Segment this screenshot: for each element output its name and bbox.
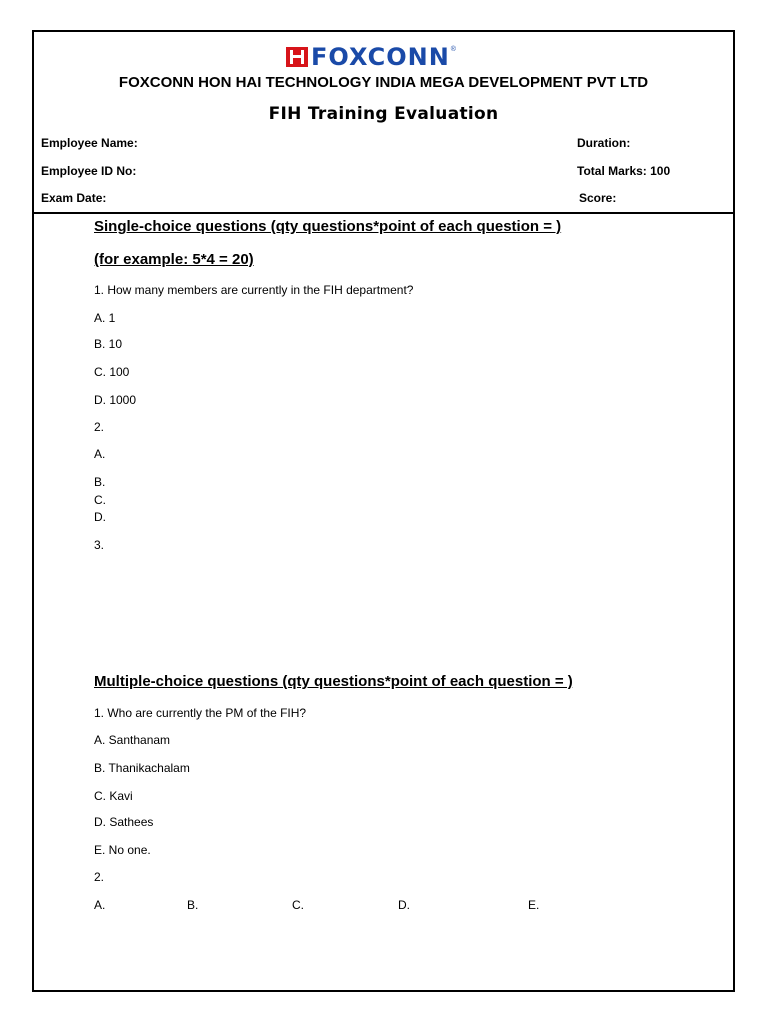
page-title: FIH Training Evaluation	[268, 104, 499, 124]
multi-q2-option-c: C.	[292, 898, 304, 912]
single-q2-option-c: C.	[94, 493, 106, 507]
multi-q1-option-e: E. No one.	[94, 843, 151, 857]
score-label: Score:	[579, 191, 617, 205]
multi-q2-option-e: E.	[528, 898, 540, 912]
single-choice-heading: Single-choice questions (qty questions*point of each question = )	[94, 218, 562, 235]
multiple-choice-heading: Multiple-choice questions (qty questions*point of each question = )	[94, 673, 573, 690]
single-q1-option-c: C. 100	[94, 365, 130, 379]
foxconn-logo-mark-icon	[286, 47, 308, 67]
multi-q1-option-a: A. Santhanam	[94, 733, 171, 747]
single-q2-text: 2.	[94, 420, 105, 434]
multi-q1-option-c: C. Kavi	[94, 789, 133, 803]
single-q1-option-b: B. 10	[94, 337, 123, 351]
exam-date-label: Exam Date:	[41, 191, 107, 205]
foxconn-logo-text: FOXCONN	[311, 43, 450, 71]
company-name: FOXCONN HON HAI TECHNOLOGY INDIA MEGA DEVELOPMENT PVT LTD	[118, 74, 649, 91]
multi-q1-option-b: B. Thanikachalam	[94, 761, 190, 775]
duration-label: Duration:	[577, 136, 631, 150]
evaluation-form	[32, 30, 735, 992]
multi-q2-text: 2.	[94, 870, 105, 884]
single-q3-text: 3.	[94, 538, 105, 552]
single-q2-option-d: D.	[94, 510, 106, 524]
employee-id-label: Employee ID No:	[41, 164, 137, 178]
multi-q1-text: 1. Who are currently the PM of the FIH?	[94, 706, 307, 720]
single-q1-option-a: A. 1	[94, 311, 116, 325]
employee-name-label: Employee Name:	[41, 136, 138, 150]
single-q2-option-b: B.	[94, 475, 106, 489]
single-q1-option-d: D. 1000	[94, 393, 137, 407]
multi-q2-option-a: A.	[94, 898, 106, 912]
multi-q2-option-b: B.	[187, 898, 199, 912]
multi-q2-option-d: D.	[398, 898, 410, 912]
single-q1-text: 1. How many members are currently in the FIH department?	[94, 283, 414, 297]
total-marks-label: Total Marks: 100	[577, 164, 671, 178]
single-q2-option-a: A.	[94, 447, 106, 461]
header-divider	[34, 212, 733, 214]
foxconn-logo	[286, 43, 456, 71]
single-choice-example: (for example: 5*4 = 20)	[94, 251, 254, 268]
registered-mark: ®	[450, 46, 456, 53]
multi-q1-option-d: D. Sathees	[94, 815, 154, 829]
